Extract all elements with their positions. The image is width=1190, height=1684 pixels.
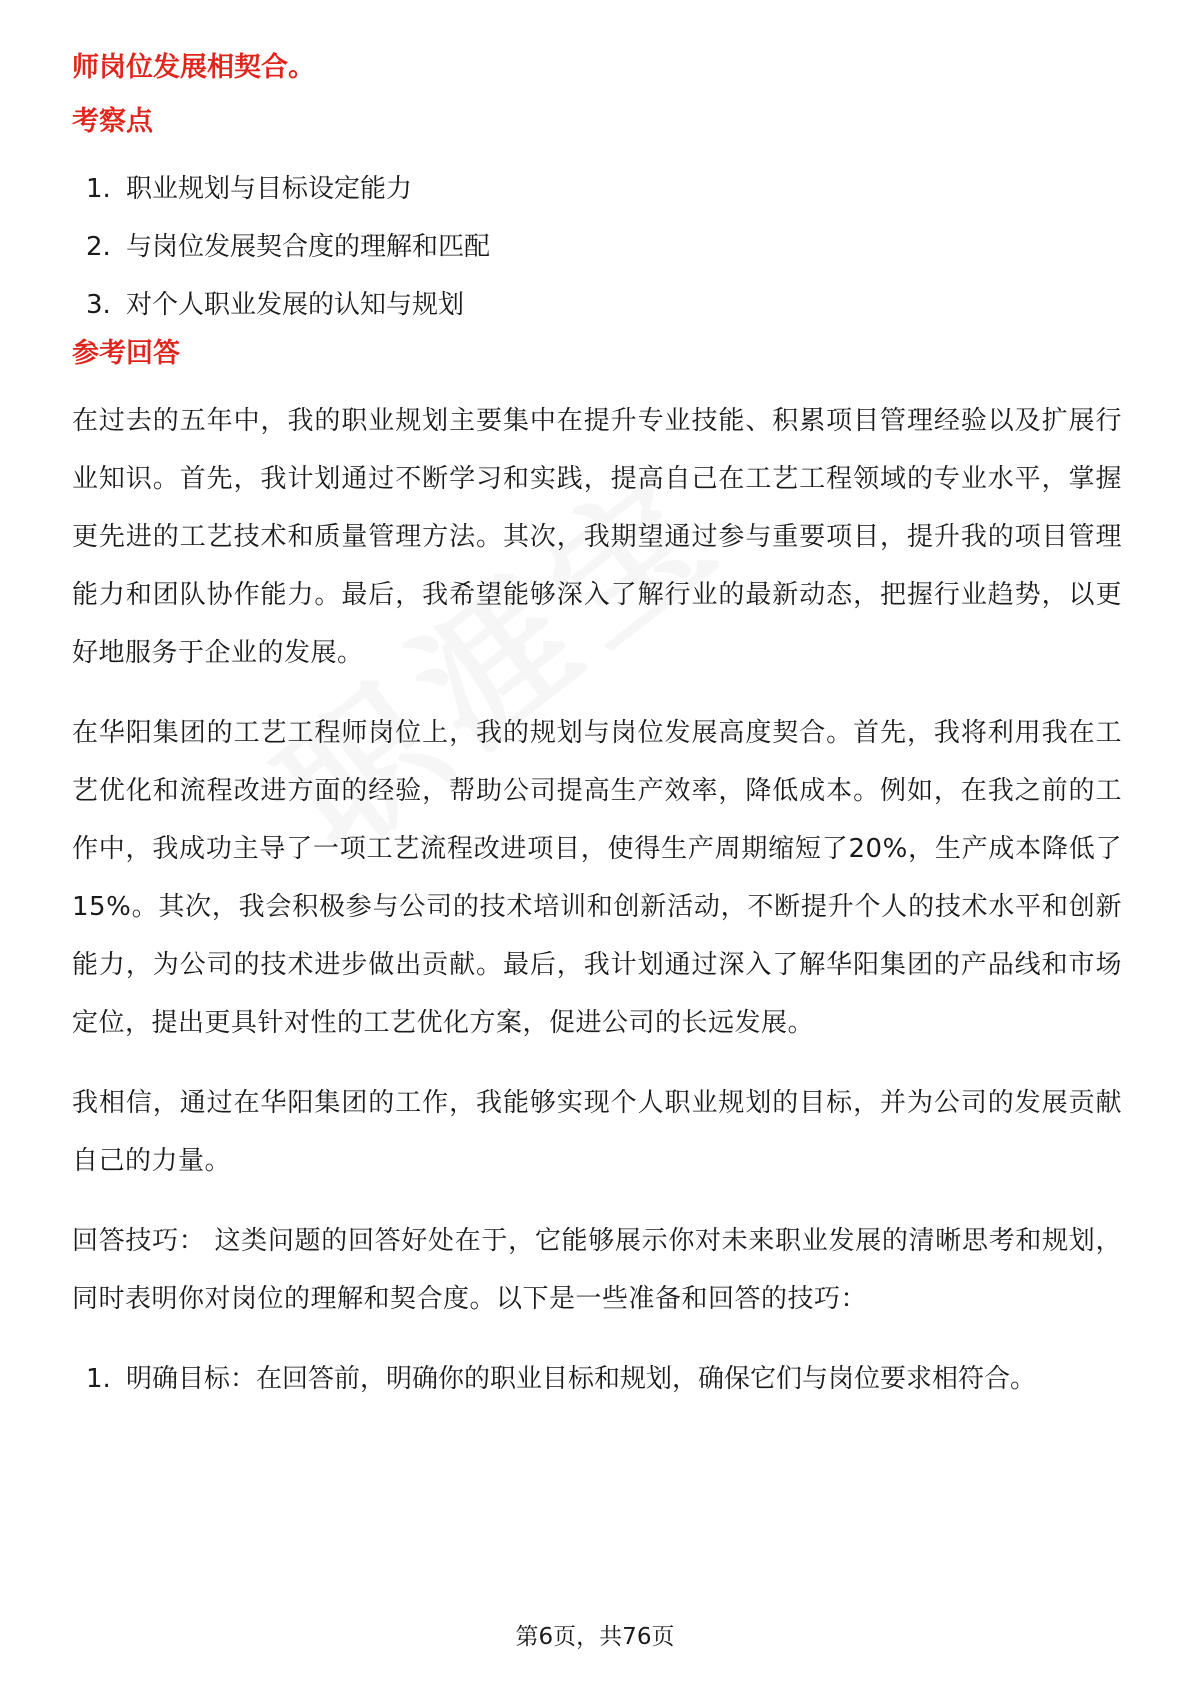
list-item-text: 与岗位发展契合度的理解和匹配 (126, 232, 491, 262)
section-title-answer: 参考回答 (72, 338, 180, 369)
list-item-text: 明确目标：在回答前，明确你的职业目标和规划，确保它们与岗位要求相符合。 (126, 1364, 1037, 1394)
answer-paragraph-1: 在过去的五年中，我的职业规划主要集中在提升专业技能、积累项目管理经验以及扩展行业知识。首先，我计划通过不断学习和实践，提高自己在工艺工程领域的专业水平，掌握更先进的工艺技术和质量管理方法。其次，我期望通过参与重要项目，提升我的项目管理能力和团队协作能力。最后，我希望能够深入了解行业的最新动态，把握行业趋势，以更好地服务于企业的发展。 (72, 406, 1122, 668)
list-item-text: 对个人职业发展的认知与规划 (126, 290, 465, 320)
section-title-examine: 考察点 (72, 106, 153, 137)
list-item-number: 3. (86, 290, 111, 320)
page-footer: 第6页，共76页 (515, 1624, 675, 1650)
page-content (72, 48, 1122, 1408)
tips-intro-paragraph: 回答技巧： 这类问题的回答好处在于，它能够展示你对未来职业发展的清晰思考和规划，同时表明你对岗位的理解和契合度。以下是一些准备和回答的技巧： (72, 1226, 1122, 1314)
heading-continuation: 师岗位发展相契合。 (72, 52, 315, 83)
list-item (72, 276, 1122, 334)
answer-paragraph-3: 我相信，通过在华阳集团的工作，我能够实现个人职业规划的目标，并为公司的发展贡献自己的力量。 (72, 1088, 1122, 1176)
list-item (72, 1350, 1122, 1408)
list-item (72, 160, 1122, 218)
answer-paragraph-2: 在华阳集团的工艺工程师岗位上，我的规划与岗位发展高度契合。首先，我将利用我在工艺优化和流程改进方面的经验，帮助公司提高生产效率，降低成本。例如，在我之前的工作中，我成功主导了一项工艺流程改进项目，使得生产周期缩短了20%，生产成本降低了15%。其次，我会积极参与公司的技术培训和创新活动，不断提升个人的技术水平和创新能力，为公司的技术进步做出贡献。最后，我计划通过深入了解华阳集团的产品线和市场定位，提出更具针对性的工艺优化方案，促进公司的长远发展。 (72, 718, 1122, 1038)
list-item-number: 1. (86, 174, 111, 204)
list-item (72, 218, 1122, 276)
list-item-number: 2. (86, 232, 111, 262)
list-item-number: 1. (86, 1364, 111, 1394)
list-item-text: 职业规划与目标设定能力 (126, 174, 413, 204)
tips-list (72, 1350, 1122, 1408)
examine-list (72, 160, 1122, 334)
